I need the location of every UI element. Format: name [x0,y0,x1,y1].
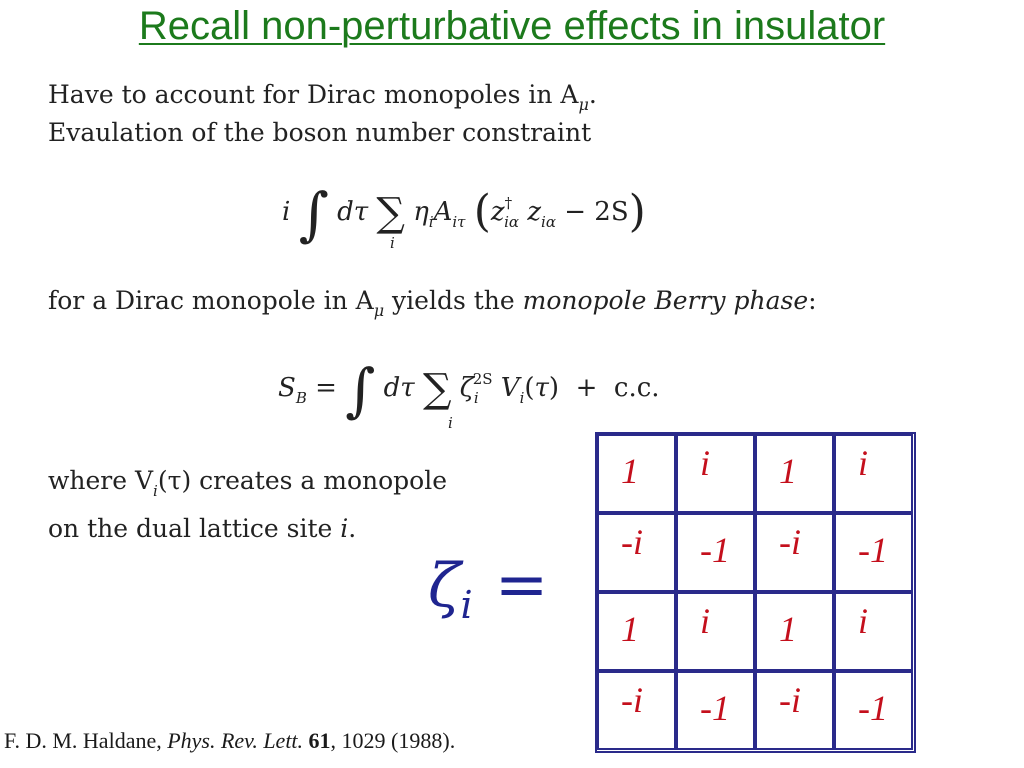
slide-title: Recall non-perturbative effects in insulator [138,4,886,48]
sum-symbol: ∑ [376,190,405,236]
grid-cell: 1 [597,592,676,671]
zeta-label: $\zeta_i$ = [428,548,549,627]
grid-cell: -1 [834,513,913,592]
grid-cell: i [834,592,913,671]
grid-cell: -1 [676,513,755,592]
berry-phase-equation: $S_B$ = ∫ dτ ∑ $\zeta_i^{2S}$ $V_i(\tau) + c.c$. i [278,356,660,432]
grid-cell: 1 [755,434,834,513]
grid-cell: -i [755,513,834,592]
intro-line-2: Evaulation of the boson number constraint [48,118,592,147]
grid-cell: -i [755,671,834,750]
grid-cell: i [676,434,755,513]
boson-constraint-equation: i ∫ dτ ∑ $\eta_iA_{i\tau}$ ($z^\dagger_{i\alpha}$ $z_{i\alpha} - 2S$) i [282,180,646,252]
grid-cell: 1 [597,434,676,513]
zeta-lattice-grid [595,432,916,753]
grid-cell: -1 [676,671,755,750]
citation: F. D. M. Haldane, Phys. Rev. Lett. 61, 1029 (1988). [4,728,456,753]
grid-cell: -i [597,513,676,592]
grid-cell: i [834,434,913,513]
monopole-paragraph: for a Dirac monopole in $A_\mu$ yields the monopole Berry phase: [48,286,817,320]
grid-cell: -i [597,671,676,750]
intro-paragraph: Have to account for Dirac monopoles in $A_\mu$. Evaulation of the boson number constraint [48,80,597,147]
grid-cell: -1 [834,671,913,750]
intro-line-1: Have to account for Dirac monopoles in A [48,80,579,109]
monopole-definition: where $V_i(\tau)$ creates a monopole on the dual lattice site i. [48,466,448,543]
grid-cell: i [676,592,755,671]
grid-cell: 1 [755,592,834,671]
